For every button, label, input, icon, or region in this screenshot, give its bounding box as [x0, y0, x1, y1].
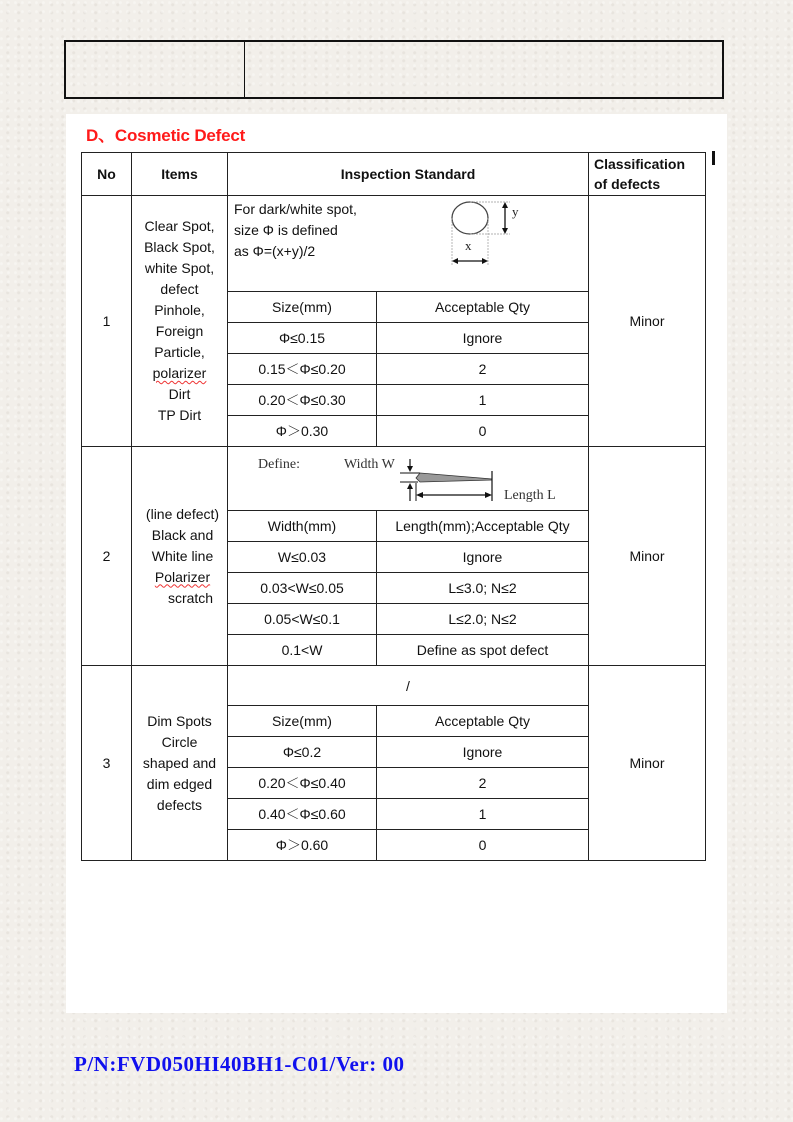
table-row [82, 666, 706, 706]
criteria-size: Φ＞0.30 [228, 416, 377, 447]
item-line: Circle [161, 733, 198, 750]
sub-header-qty: Acceptable Qty [377, 706, 589, 737]
width-label: Width W [344, 457, 395, 472]
spot-circle [452, 202, 488, 234]
item-line: dim edged [146, 775, 213, 792]
criteria-size: Φ≤0.2 [228, 737, 377, 768]
item-line: Black Spot, [144, 239, 215, 255]
criteria-qty: Ignore [377, 323, 589, 354]
sub-header-size: Size(mm) [228, 292, 377, 323]
header-info-box [64, 40, 724, 99]
item-line: Dirt [168, 386, 191, 402]
criteria-size: 0.20＜Φ≤0.30 [228, 385, 377, 416]
item-line: (line defect) [145, 505, 220, 522]
item-line: Dim Spots [147, 712, 212, 729]
criteria-qty: Ignore [377, 542, 589, 573]
item-line: TP Dirt [157, 407, 202, 423]
length-label: Length L [504, 488, 556, 503]
spot-definition-cell [228, 196, 589, 292]
criteria-size: Φ≤0.15 [228, 323, 377, 354]
header-classification [589, 153, 706, 196]
criteria-qty: 0 [377, 416, 589, 447]
definition-line: size Φ is defined [234, 222, 338, 238]
part-number-footer: P/N:FVD050HI40BH1-C01/Ver: 00 [74, 1052, 405, 1076]
header-inspection-standard: Inspection Standard [228, 153, 589, 196]
criteria-qty: 2 [377, 768, 589, 799]
item-line: Black and [151, 526, 214, 543]
row-classification: Minor [589, 447, 706, 666]
item-line: defect [160, 281, 199, 297]
item-line: Polarizer [154, 568, 211, 585]
item-line: defects [156, 796, 203, 813]
definition-line: as Φ=(x+y)/2 [234, 243, 316, 259]
table-row [82, 447, 706, 511]
item-line: shaped and [142, 754, 217, 771]
header-classification-line1: Classification [594, 156, 686, 172]
line-defect-shape [416, 473, 492, 482]
row-number: 2 [82, 447, 132, 666]
criteria-size: 0.40＜Φ≤0.60 [228, 799, 377, 830]
row-number: 3 [82, 666, 132, 861]
criteria-size: Φ＞0.60 [228, 830, 377, 861]
spot-diameter-diagram [448, 200, 528, 270]
row-items [132, 447, 228, 666]
text-cursor [712, 151, 715, 165]
dim-spot-definition-cell: / [228, 666, 589, 706]
criteria-qty: 2 [377, 354, 589, 385]
criteria-size: 0.20＜Φ≤0.40 [228, 768, 377, 799]
width-arrow-down [407, 466, 413, 472]
section-title: D、Cosmetic Defect [86, 126, 246, 145]
criteria-qty: Ignore [377, 737, 589, 768]
criteria-qty: L≤3.0; N≤2 [377, 573, 589, 604]
line-width-length-diagram [248, 451, 588, 507]
document-page [66, 114, 727, 1013]
row-items [132, 666, 228, 861]
row-classification: Minor [589, 666, 706, 861]
header-no: No [82, 153, 132, 196]
criteria-qty: 0 [377, 830, 589, 861]
table-row [82, 196, 706, 292]
x-label: x [465, 238, 472, 253]
item-line: polarizer [152, 365, 207, 381]
definition-line: For dark/white spot, [234, 201, 357, 217]
header-classification-line2: of defects [594, 176, 661, 192]
item-line: white Spot, [144, 260, 215, 276]
sub-header-width: Width(mm) [228, 511, 377, 542]
item-line: White line [151, 547, 214, 564]
sub-header-qty: Acceptable Qty [377, 292, 589, 323]
header-items: Items [132, 153, 228, 196]
item-line: Pinhole, [154, 302, 205, 318]
define-label: Define: [258, 457, 300, 472]
criteria-qty: 1 [377, 385, 589, 416]
spot-definition-text [234, 199, 357, 262]
sub-header-length-qty: Length(mm);Acceptable Qty [377, 511, 589, 542]
criteria-qty: 1 [377, 799, 589, 830]
line-definition-cell [228, 447, 589, 511]
row-items [132, 196, 228, 447]
criteria-qty: L≤2.0; N≤2 [377, 604, 589, 635]
table-header-row [82, 153, 706, 196]
criteria-width: W≤0.03 [228, 542, 377, 573]
y-label: y [512, 204, 519, 219]
criteria-qty: Define as spot defect [377, 635, 589, 666]
width-arrow-up [407, 483, 413, 489]
header-divider [244, 42, 245, 99]
cosmetic-defect-table [81, 152, 706, 861]
item-line: Foreign [155, 323, 204, 339]
item-line: Clear Spot, [144, 218, 215, 234]
row-classification: Minor [589, 196, 706, 447]
criteria-width: 0.1<W [228, 635, 377, 666]
row-number: 1 [82, 196, 132, 447]
item-line: Particle, [154, 344, 205, 360]
criteria-width: 0.03<W≤0.05 [228, 573, 377, 604]
item-line: scratch [167, 589, 214, 606]
criteria-size: 0.15＜Φ≤0.20 [228, 354, 377, 385]
criteria-width: 0.05<W≤0.1 [228, 604, 377, 635]
sub-header-size: Size(mm) [228, 706, 377, 737]
